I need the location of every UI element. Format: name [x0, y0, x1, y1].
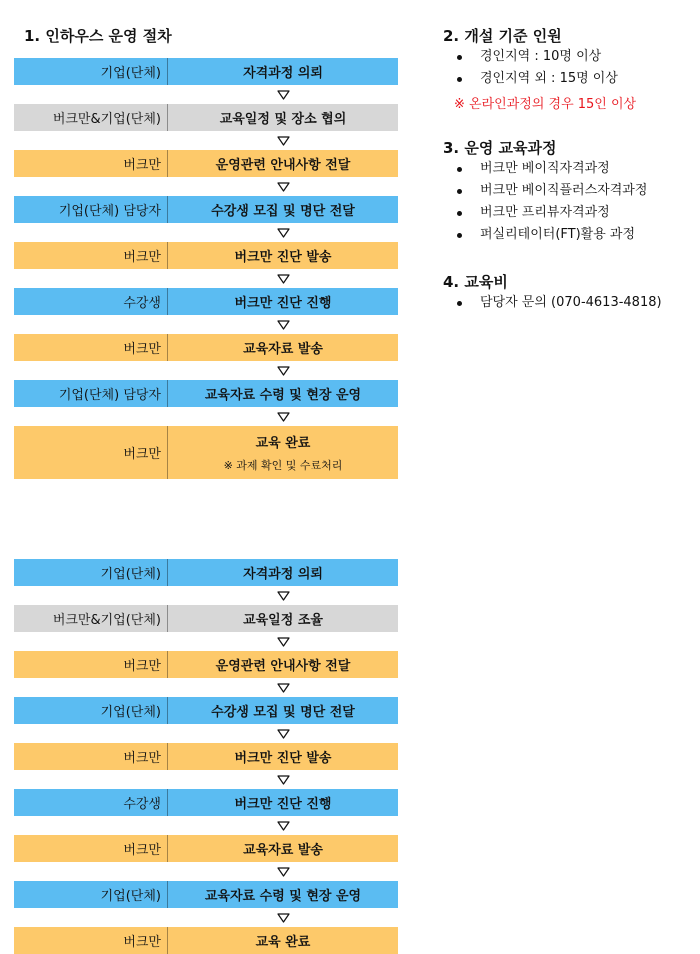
list-item: 담당자 문의 (070-4613-4818): [456, 292, 662, 314]
enrollment-criteria-title: 2. 개설 기준 인원: [443, 27, 562, 45]
step-task: 수강생 모집 및 명단 전달: [211, 705, 355, 720]
step-actor: 버크만&기업(단체): [14, 605, 168, 632]
step-task: 교육자료 발송: [243, 342, 323, 357]
down-arrow-icon: [14, 908, 398, 927]
step-note: ※ 과제 확인 및 수료처리: [223, 459, 343, 472]
down-arrow-icon: [14, 816, 398, 835]
flow-step: [14, 559, 398, 586]
down-arrow-icon: [14, 131, 398, 150]
down-arrow-icon: [14, 586, 398, 605]
step-task: 버크만 진단 발송: [234, 250, 332, 265]
flow-step: [14, 927, 398, 954]
down-arrow-icon: [14, 223, 398, 242]
step-actor: 기업(단체): [14, 58, 168, 85]
flow-step: [14, 58, 398, 85]
step-actor: 버크만: [14, 426, 168, 479]
step-task: 운영관련 안내사항 전달: [215, 659, 351, 674]
flow-step: [14, 334, 398, 361]
step-actor: 버크만: [14, 835, 168, 862]
step-actor: 기업(단체): [14, 881, 168, 908]
step-task: 교육자료 수령 및 현장 운영: [204, 388, 362, 403]
list-item: 경인지역 : 10명 이상: [456, 46, 618, 68]
down-arrow-icon: [14, 770, 398, 789]
step-task: 자격과정 의뢰: [243, 66, 323, 81]
step-task: 자격과정 의뢰: [243, 567, 323, 582]
flow-step: [14, 426, 398, 479]
procedure-flow-2: [14, 559, 398, 954]
step-actor: 버크만: [14, 334, 168, 361]
step-actor: 수강생: [14, 288, 168, 315]
list-item: 퍼실리테이터(FT)활용 과정: [456, 224, 647, 246]
step-task: 버크만 진단 발송: [234, 751, 332, 766]
step-actor: 기업(단체): [14, 559, 168, 586]
down-arrow-icon: [14, 724, 398, 743]
down-arrow-icon: [14, 177, 398, 196]
down-arrow-icon: [14, 269, 398, 288]
list-item: 버크만 베이직자격과정: [456, 158, 647, 180]
flow-step: [14, 651, 398, 678]
down-arrow-icon: [14, 361, 398, 380]
tuition-list: [456, 292, 662, 314]
enrollment-criteria-list: [456, 46, 618, 90]
flow-step: [14, 697, 398, 724]
flow-step: [14, 196, 398, 223]
step-actor: 기업(단체): [14, 697, 168, 724]
procedure-title: 1. 인하우스 운영 절차: [24, 27, 172, 45]
down-arrow-icon: [14, 678, 398, 697]
courses-title: 3. 운영 교육과정: [443, 139, 557, 157]
online-course-note: ※ 온라인과정의 경우 15인 이상: [454, 97, 637, 112]
flow-step: [14, 743, 398, 770]
flow-step: [14, 104, 398, 131]
step-actor: 기업(단체) 담당자: [14, 380, 168, 407]
flow-step: [14, 288, 398, 315]
step-task: 교육자료 수령 및 현장 운영: [204, 889, 362, 904]
step-actor: 버크만: [14, 242, 168, 269]
step-task: 수강생 모집 및 명단 전달: [211, 204, 355, 219]
flow-step: [14, 789, 398, 816]
step-task: 교육 완료: [255, 436, 311, 451]
step-task: 버크만 진단 진행: [234, 797, 332, 812]
list-item: 버크만 베이직플러스자격과정: [456, 180, 647, 202]
flow-step: [14, 881, 398, 908]
list-item: 버크만 프리뷰자격과정: [456, 202, 647, 224]
step-task: 교육 완료: [255, 935, 311, 950]
step-task: 교육일정 조율: [243, 613, 323, 628]
down-arrow-icon: [14, 862, 398, 881]
step-actor: 버크만: [14, 150, 168, 177]
step-actor: 버크만&기업(단체): [14, 104, 168, 131]
flow-step: [14, 835, 398, 862]
step-task: 버크만 진단 진행: [234, 296, 332, 311]
flow-step: [14, 150, 398, 177]
step-actor: 기업(단체) 담당자: [14, 196, 168, 223]
tuition-title: 4. 교육비: [443, 273, 508, 291]
down-arrow-icon: [14, 407, 398, 426]
flow-step: [14, 605, 398, 632]
step-actor: 버크만: [14, 927, 168, 954]
down-arrow-icon: [14, 315, 398, 334]
step-task: 운영관련 안내사항 전달: [215, 158, 351, 173]
list-item: 경인지역 외 : 15명 이상: [456, 68, 618, 90]
step-actor: 버크만: [14, 651, 168, 678]
flow-step: [14, 380, 398, 407]
courses-list: [456, 158, 647, 246]
step-actor: 버크만: [14, 743, 168, 770]
flow-step: [14, 242, 398, 269]
step-task: 교육일정 및 장소 협의: [219, 112, 347, 127]
down-arrow-icon: [14, 85, 398, 104]
down-arrow-icon: [14, 632, 398, 651]
procedure-flow: [14, 58, 398, 479]
step-actor: 수강생: [14, 789, 168, 816]
step-task: 교육자료 발송: [243, 843, 323, 858]
